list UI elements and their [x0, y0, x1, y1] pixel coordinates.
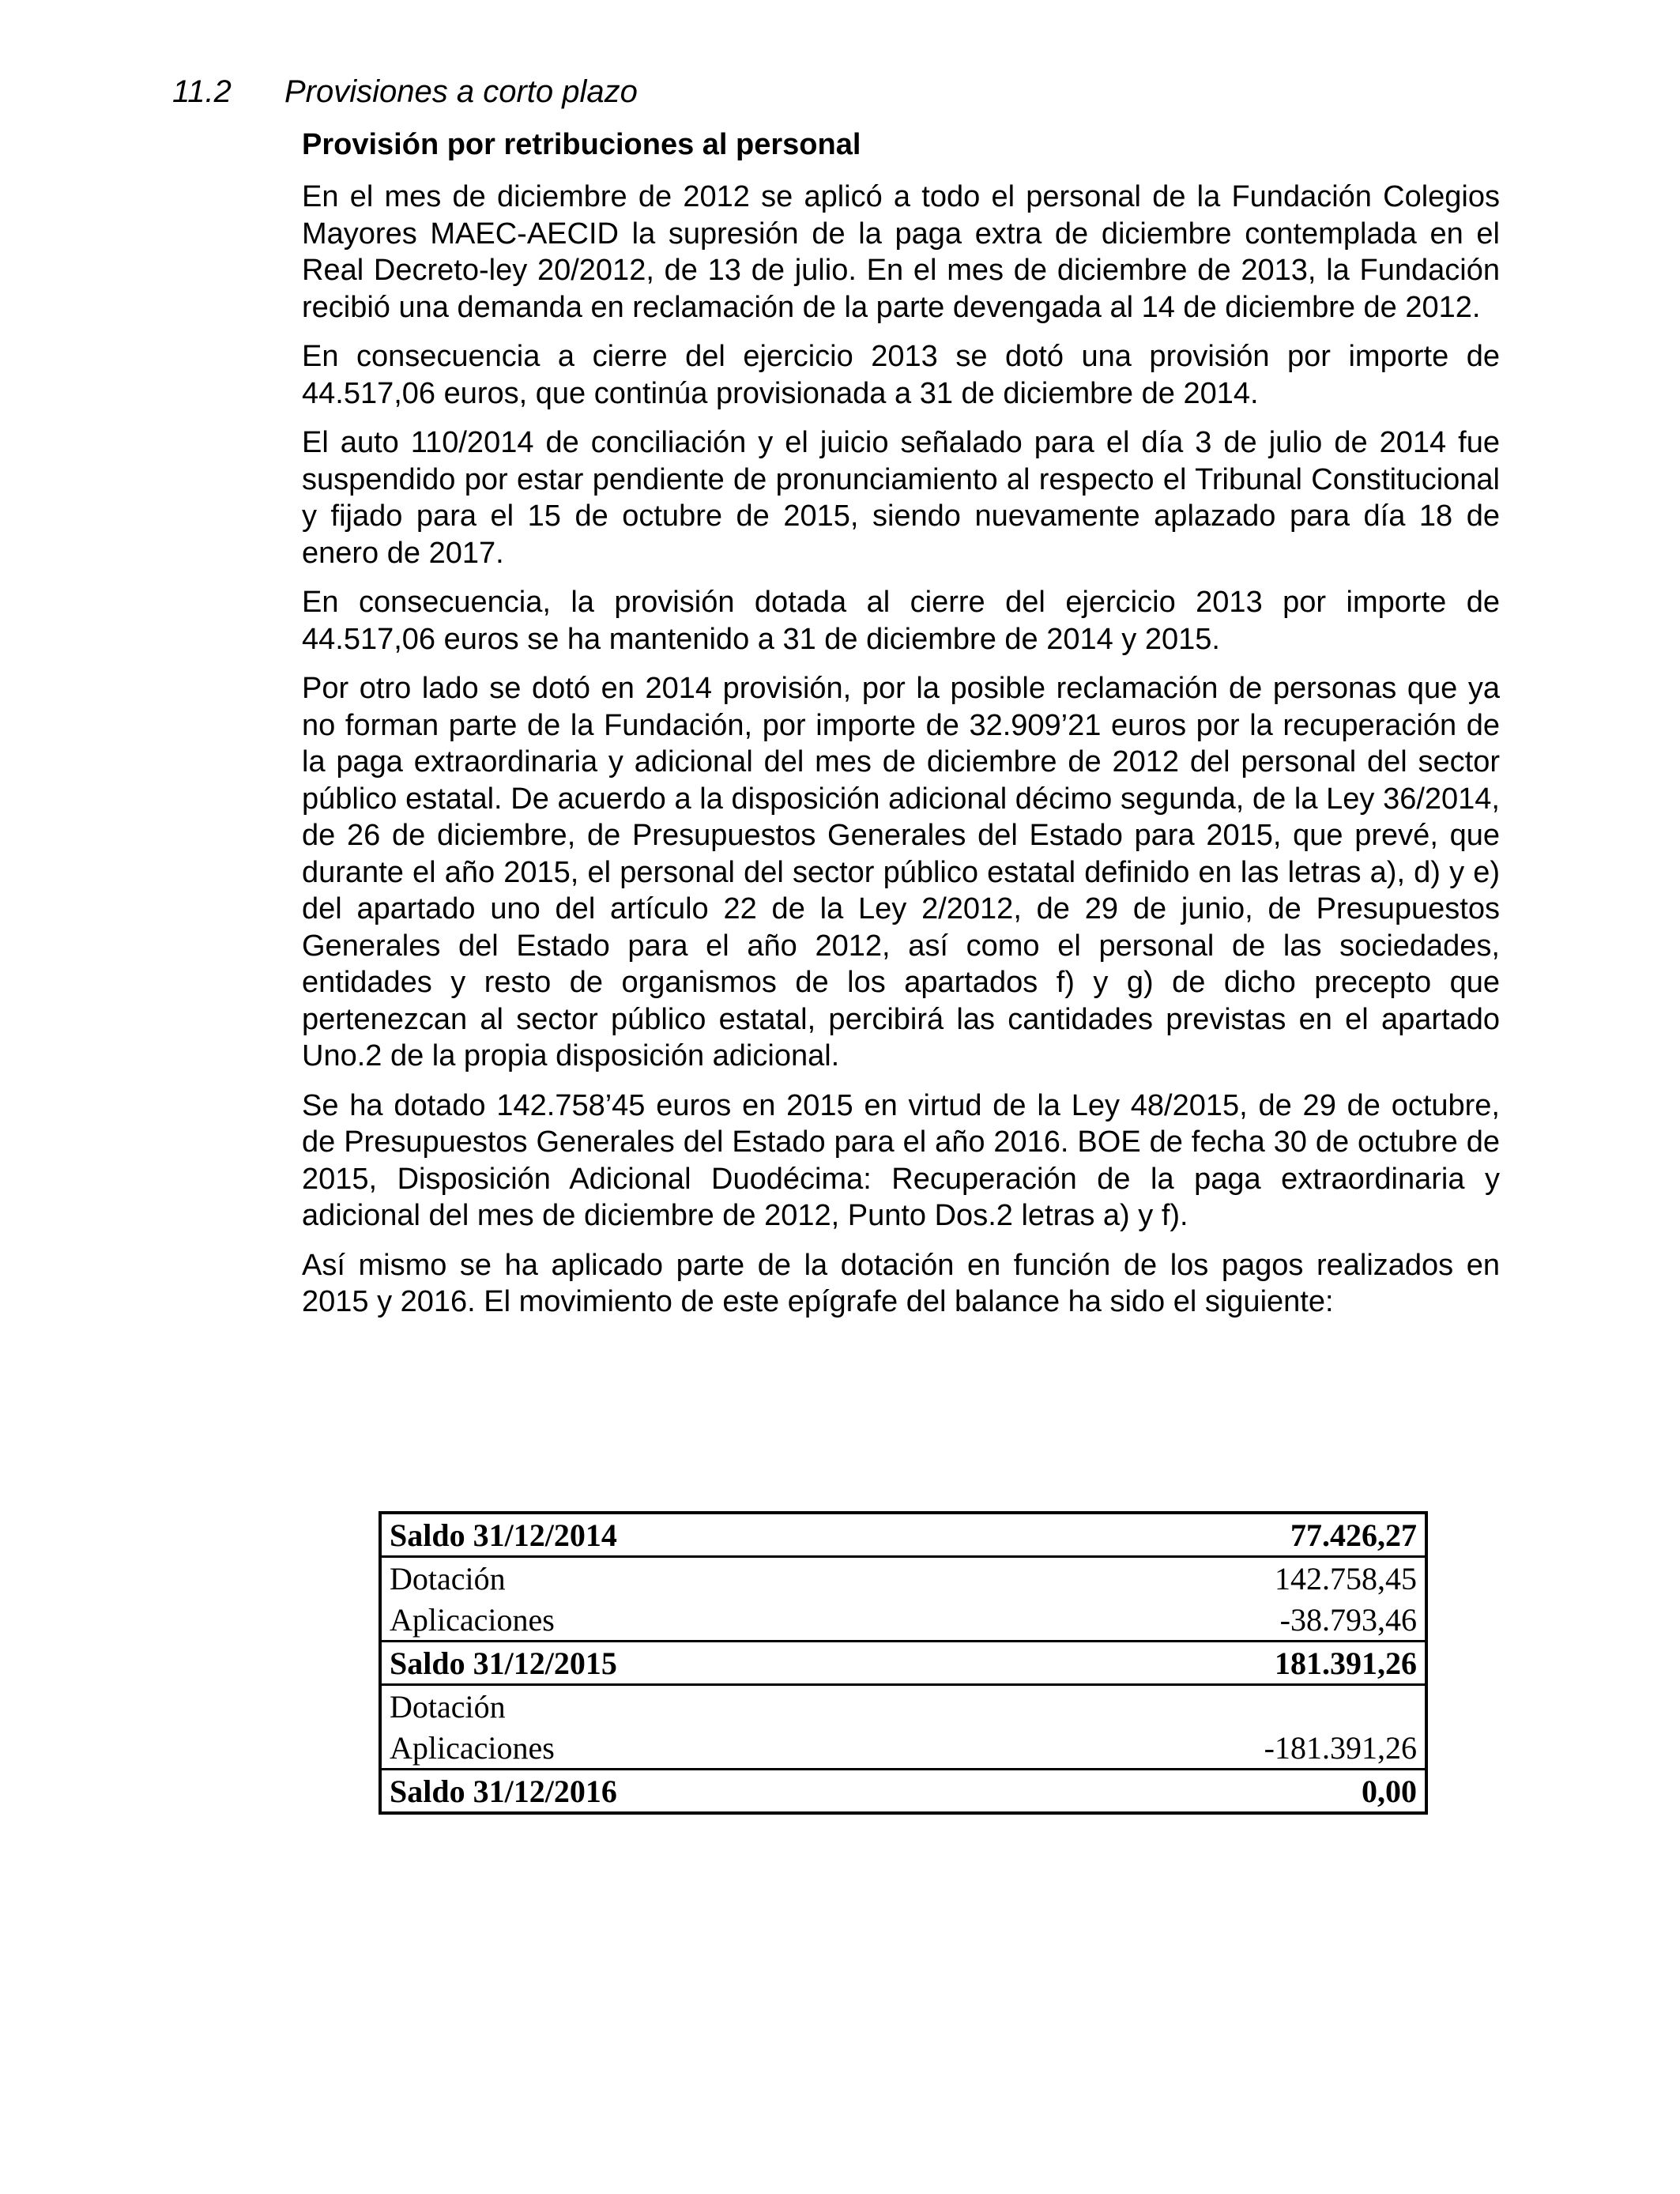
paragraph: En consecuencia, la provisión dotada al cierre del ejercicio 2013 por importe de 44.517,06 euros se ha mantenido a 31 de diciembre de 2014 y 2015.	[302, 586, 1500, 656]
section-heading	[172, 70, 638, 114]
table-row-saldo-2016	[382, 1768, 1425, 1811]
table-row-saldo-2015	[382, 1640, 1425, 1686]
balance-movement-table	[379, 1511, 1428, 1815]
row-label: Saldo 31/12/2016	[390, 1773, 617, 1809]
row-label: Saldo 31/12/2014	[390, 1517, 617, 1553]
row-value: 0,00	[1362, 1773, 1417, 1809]
row-value: 77.426,27	[1290, 1517, 1417, 1553]
row-label: Aplicaciones	[390, 1729, 555, 1766]
paragraph: El auto 110/2014 de conciliación y el juicio señalado para el día 3 de julio de 2014 fue suspendido por estar pendiente de pronunciamiento al respecto el Tribunal Constitucional y fijado para el 15 de octubre de 2015, siendo nuevamente aplazado para día 18 de enero de 2017.	[302, 426, 1500, 570]
section-title: Provisiones a corto plazo	[284, 74, 638, 109]
section-number: 11.2	[172, 74, 232, 109]
paragraph: En el mes de diciembre de 2012 se aplicó a todo el personal de la Fundación Colegios Mayores MAEC-AECID la supresión de la paga extra de diciembre contemplada en el Real Decreto-ley 20/2012, de 13 de julio. En el mes de diciembre de 2013, la Fundación recibió una demanda en reclamación de la parte devengada al 14 de diciembre de 2012.	[302, 180, 1500, 324]
paragraph: Por otro lado se dotó en 2014 provisión, por la posible reclamación de personas que ya no forman parte de la Fundación, por importe de 32.909’21 euros por la recuperación de la paga extraordinaria y adicional del mes de diciembre de 2012 del personal del sector público estatal. De acuerdo a la disposición adicional décimo segunda, de la Ley 36/2014, de 26 de diciembre, de Presupuestos Generales del Estado para 2015, que prevé, que durante el año 2015, el personal del sector público estatal definido en las letras a), d) y e) del apartado uno del artículo 22 de la Ley 2/2012, de 29 de junio, de Presupuestos Generales del Estado para el año 2012, así como el personal de las sociedades, entidades y resto de organismos de los apartados f) y g) de dicho precepto que pertenezcan al sector público estatal, percibirá las cantidades previstas en el apartado Uno.2 de la propia disposición adicional.	[302, 672, 1500, 1072]
paragraph: Se ha dotado 142.758’45 euros en 2015 en virtud de la Ley 48/2015, de 29 de octubre, de Presupuestos Generales del Estado para el año 2016. BOE de fecha 30 de octubre de 2015, Disposición Adicional Duodécima: Recuperación de la paga extraordinaria y adicional del mes de diciembre de 2012, Punto Dos.2 letras a) y f).	[302, 1088, 1500, 1232]
table-row-saldo-2014	[382, 1514, 1425, 1558]
document-body	[302, 125, 1500, 1333]
row-value: -181.391,26	[1264, 1729, 1417, 1766]
table-row-dotacion-2015	[382, 1558, 1425, 1599]
paragraph: Así mismo se ha aplicado parte de la dotación en función de los pagos realizados en 2015 y 2016. El movimiento de este epígrafe del balance ha sido el siguiente:	[302, 1248, 1500, 1318]
table-row-aplicaciones-2015	[382, 1599, 1425, 1640]
subsection-title: Provisión por retribuciones al personal	[302, 128, 861, 161]
row-value: 181.391,26	[1275, 1645, 1417, 1681]
table-row-dotacion-2016	[382, 1686, 1425, 1727]
row-label: Dotación	[390, 1688, 506, 1725]
row-value: -38.793,46	[1279, 1601, 1417, 1638]
row-label: Aplicaciones	[390, 1601, 555, 1638]
table-row-aplicaciones-2016	[382, 1727, 1425, 1768]
row-label: Dotación	[390, 1560, 506, 1596]
row-value: 142.758,45	[1275, 1560, 1417, 1596]
row-label: Saldo 31/12/2015	[390, 1645, 617, 1681]
paragraph: En consecuencia a cierre del ejercicio 2013 se dotó una provisión por importe de 44.517,06 euros, que continúa provisionada a 31 de diciembre de 2014.	[302, 340, 1500, 410]
